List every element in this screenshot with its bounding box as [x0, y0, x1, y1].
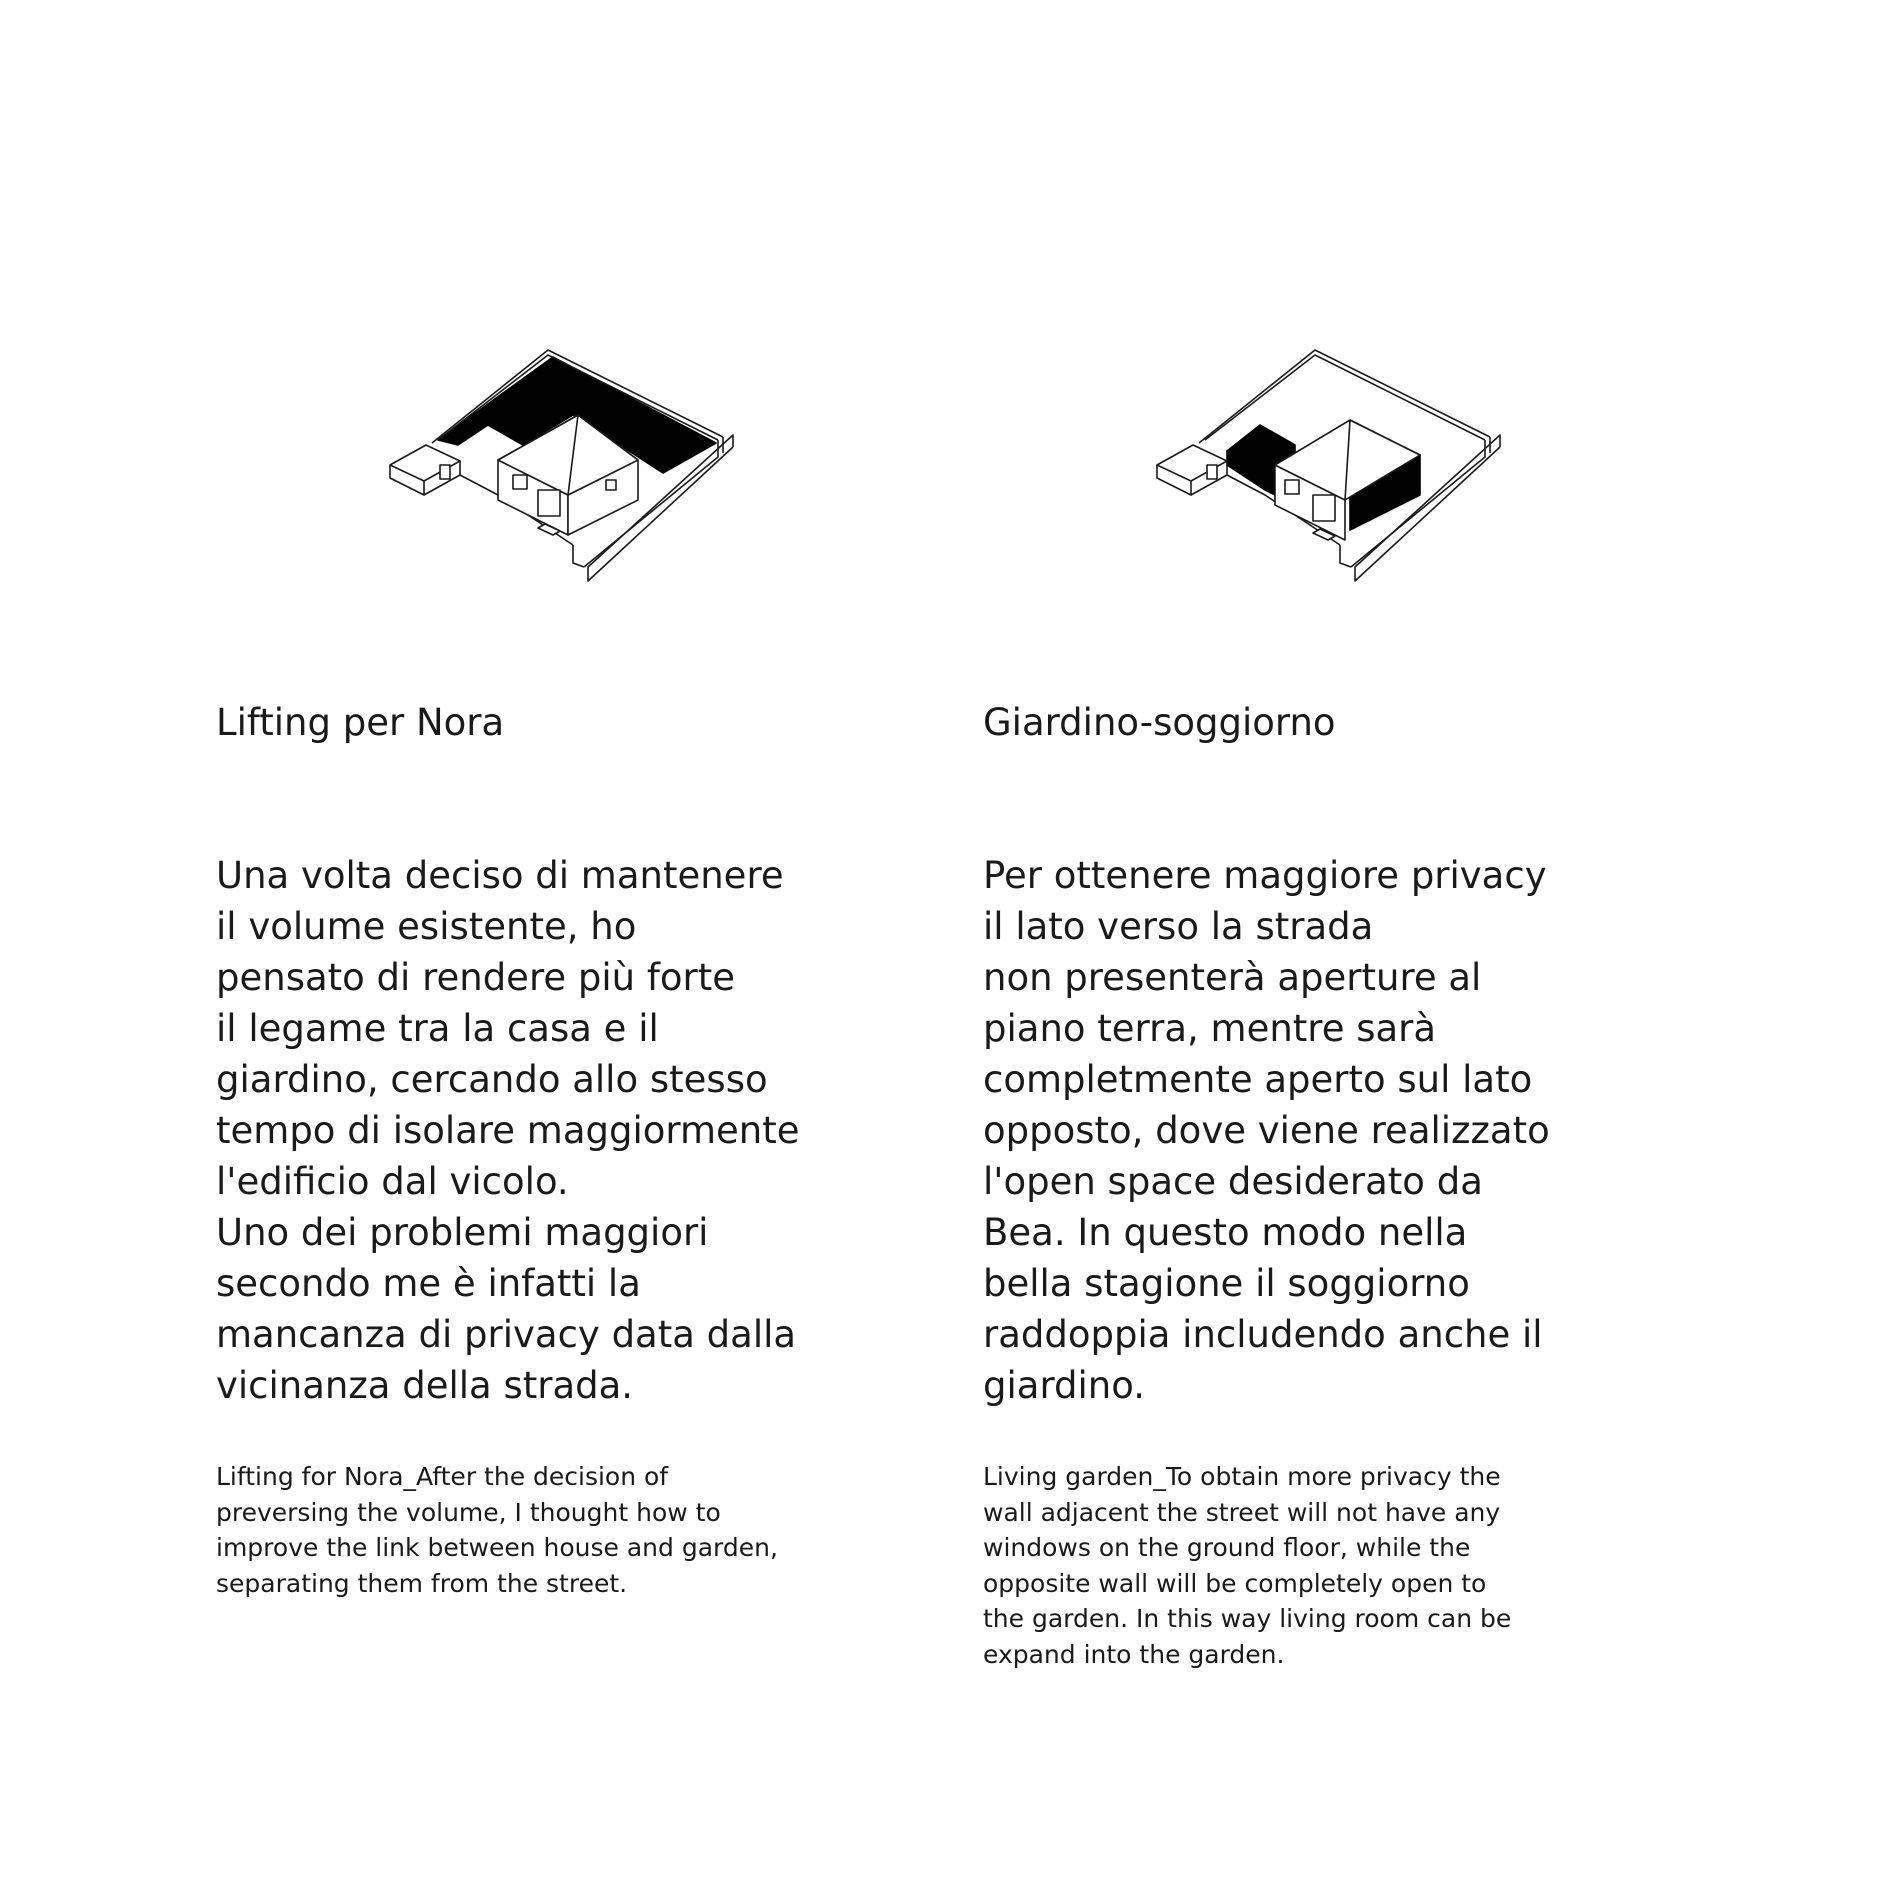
- caption-line: improve the link between house and garden,: [216, 1533, 778, 1562]
- body-line: raddoppia includendo anche il: [983, 1313, 1543, 1356]
- body-paragraph: [216, 850, 800, 1411]
- body-line: il volume esistente, ho: [216, 905, 637, 948]
- isometric-house-courtyard-icon: [388, 345, 768, 585]
- english-caption: [216, 1459, 778, 1601]
- caption-line: Living garden_To obtain more privacy the: [983, 1462, 1501, 1491]
- panel-title: Lifting per Nora: [216, 701, 505, 744]
- caption-line: preversing the volume, I thought how to: [216, 1497, 721, 1527]
- body-line: Per ottenere maggiore privacy: [983, 854, 1547, 897]
- body-line: completmente aperto sul lato: [983, 1058, 1533, 1101]
- caption-line: the garden. In this way living room can be: [983, 1604, 1512, 1633]
- caption-line: Lifting for Nora_After the decision of: [216, 1462, 669, 1491]
- body-line: giardino, cercando allo stesso: [216, 1058, 768, 1101]
- body-line: tempo di isolare maggiormente: [216, 1109, 800, 1152]
- body-line: piano terra, mentre sarà: [983, 1007, 1437, 1050]
- body-line: Uno dei problemi maggiori: [216, 1211, 709, 1254]
- body-line: vicinanza della strada.: [216, 1364, 634, 1407]
- panel-title: Giardino-soggiorno: [983, 701, 1336, 744]
- english-caption: [983, 1459, 1511, 1672]
- caption-line: separating them from the street.: [216, 1568, 628, 1598]
- body-line: pensato di rendere più forte: [216, 956, 735, 999]
- caption-line: expand into the garden.: [983, 1639, 1285, 1669]
- body-line: secondo me è infatti la: [216, 1262, 641, 1305]
- caption-line: wall adjacent the street will not have any: [983, 1497, 1501, 1527]
- body-line: il lato verso la strada: [983, 905, 1374, 948]
- body-paragraph: [983, 850, 1550, 1411]
- caption-line: windows on the ground floor, while the: [983, 1533, 1471, 1562]
- isometric-house-living-garden-icon: [1155, 345, 1535, 585]
- body-line: Una volta deciso di mantenere: [216, 854, 784, 897]
- panel-lifting-per-nora: [216, 0, 836, 1890]
- body-line: il legame tra la casa e il: [216, 1007, 659, 1050]
- caption-line: opposite wall will be completely open to: [983, 1568, 1487, 1598]
- body-line: bella stagione il soggiorno: [983, 1262, 1470, 1305]
- body-line: giardino.: [983, 1364, 1145, 1407]
- body-line: l'open space desiderato da: [983, 1160, 1483, 1203]
- body-line: opposto, dove viene realizzato: [983, 1109, 1550, 1152]
- body-line: Bea. In questo modo nella: [983, 1211, 1468, 1254]
- body-line: mancanza di privacy data dalla: [216, 1313, 797, 1356]
- body-line: non presenterà aperture al: [983, 956, 1482, 999]
- body-line: l'edificio dal vicolo.: [216, 1160, 569, 1203]
- panel-giardino-soggiorno: [983, 0, 1603, 1890]
